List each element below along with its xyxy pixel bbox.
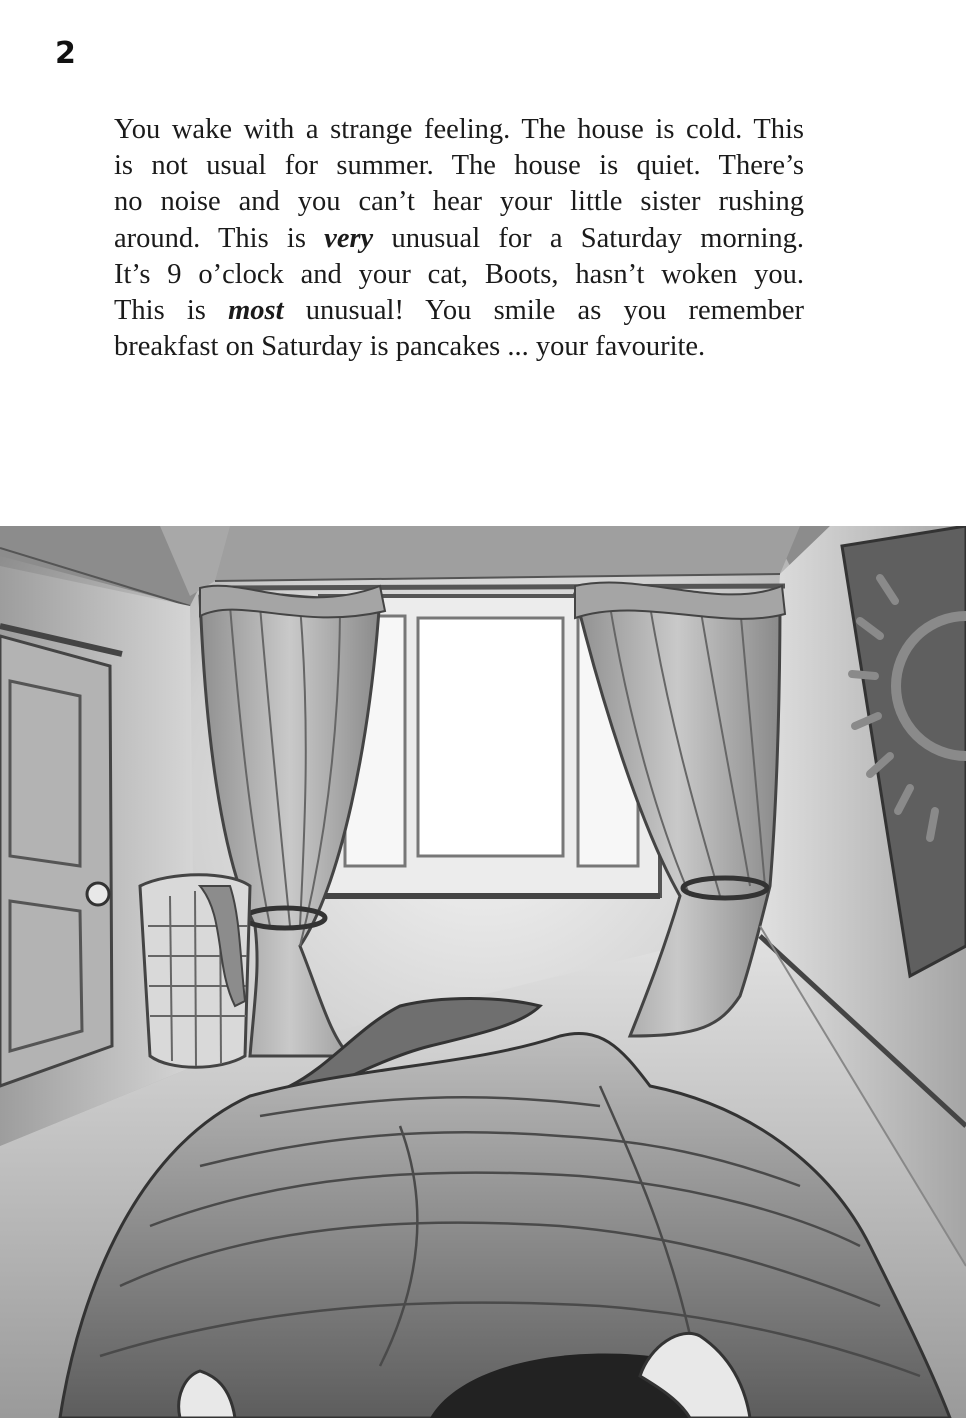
story-line	[114, 148, 804, 184]
story-paragraph	[114, 112, 804, 365]
story-line	[114, 329, 804, 365]
story-line	[114, 184, 804, 220]
bedroom-illustration	[0, 526, 966, 1418]
door	[0, 626, 122, 1086]
story-text: breakfast on Saturday is pancakes ... your favourite.	[114, 331, 706, 363]
bedroom-drawing	[0, 526, 966, 1418]
emphasis-word: very	[324, 222, 374, 254]
story-text: unusual! You smile as you remember	[283, 295, 804, 327]
story-line	[114, 221, 804, 257]
story-text: This is	[114, 295, 229, 327]
page-number: 2	[55, 36, 77, 71]
story-text: unusual for a Saturday morning.	[373, 222, 804, 254]
story-text: It’s 9 o’clock and your cat, Boots, hasn’t woken you.	[114, 258, 804, 290]
story-text: around. This is	[114, 222, 325, 254]
story-text: no noise and you can’t hear your little sister rushing	[114, 186, 804, 218]
laundry-basket	[140, 875, 250, 1068]
story-text: is not usual for summer. The house is quiet. There’s	[114, 150, 804, 182]
story-line	[114, 112, 804, 148]
story-text: You wake with a strange feeling. The house is cold. This	[114, 114, 804, 145]
story-line	[114, 293, 804, 329]
story-line	[114, 257, 804, 293]
emphasis-word: most	[228, 295, 284, 327]
